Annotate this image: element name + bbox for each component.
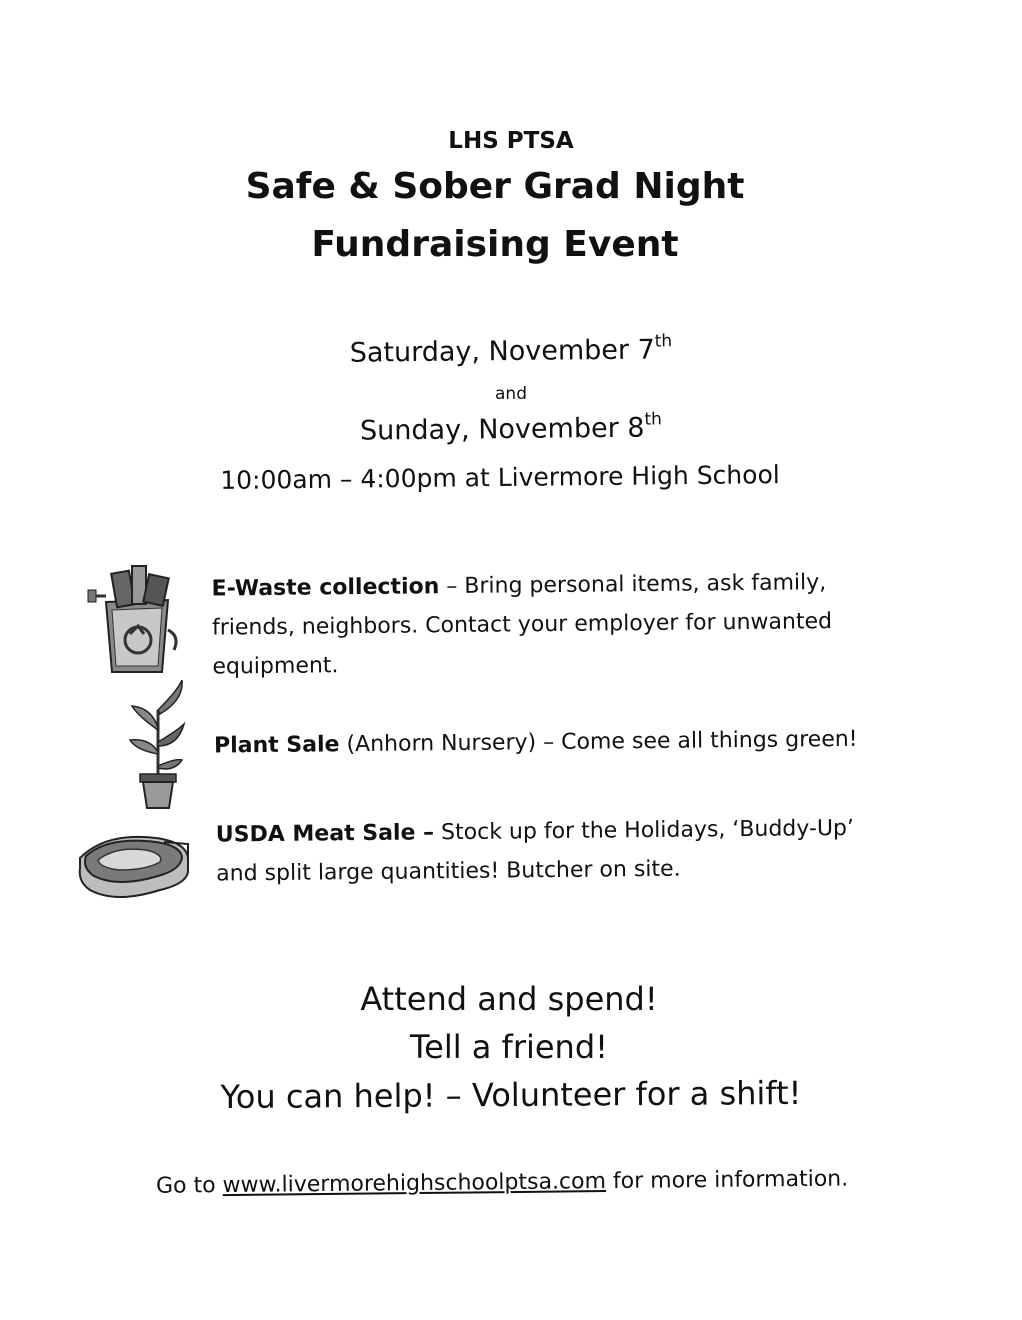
ewaste-bin-icon xyxy=(84,560,184,680)
call-to-action-2: Tell a friend! xyxy=(410,1028,608,1066)
event-time-location: 10:00am – 4:00pm at Livermore High School xyxy=(220,460,780,495)
meat-sale-item-text: Stock up for the Holidays, ‘Buddy-Up’ and split large quantities! Butcher on site. xyxy=(216,815,855,887)
plant-sale-item-name: Plant Sale xyxy=(213,732,340,759)
meat-sale-item xyxy=(216,808,897,893)
organization-name: LHS PTSA xyxy=(448,128,574,154)
event-title-line-1: Safe & Sober Grad Night xyxy=(245,166,745,207)
ewaste-item-text: – Bring personal items, ask family, friends, neighbors. Contact your employer for unwanted equipment. xyxy=(211,570,833,680)
footer-suffix: for more information. xyxy=(605,1166,849,1195)
call-to-action-3: You can help! – Volunteer for a shift! xyxy=(220,1073,802,1117)
date-1-suffix: th xyxy=(654,331,673,352)
footer-info xyxy=(156,1166,876,1199)
steak-icon xyxy=(76,828,192,906)
website-link[interactable]: www.livermorehighschoolptsa.com xyxy=(222,1169,607,1199)
date-2-suffix: th xyxy=(644,409,662,430)
event-date-1-text: Saturday, November 7 xyxy=(349,334,655,369)
ewaste-item-name: E-Waste collection xyxy=(211,574,440,602)
date-conjunction: and xyxy=(495,384,527,404)
call-to-action-1: Attend and spend! xyxy=(360,980,658,1018)
event-title-line-2: Fundraising Event xyxy=(311,224,679,265)
event-date-2-text: Sunday, November 8 xyxy=(359,412,645,447)
plant-sale-item-text: (Anhorn Nursery) – Come see all things green! xyxy=(339,726,858,758)
plant-sale-item xyxy=(214,719,894,765)
footer-prefix: Go to xyxy=(155,1173,223,1199)
ewaste-item xyxy=(211,562,892,686)
meat-sale-item-name: USDA Meat Sale – xyxy=(215,820,435,848)
potted-plant-icon xyxy=(128,680,188,810)
event-date-1 xyxy=(0,331,1022,373)
event-date-2 xyxy=(0,409,1022,451)
